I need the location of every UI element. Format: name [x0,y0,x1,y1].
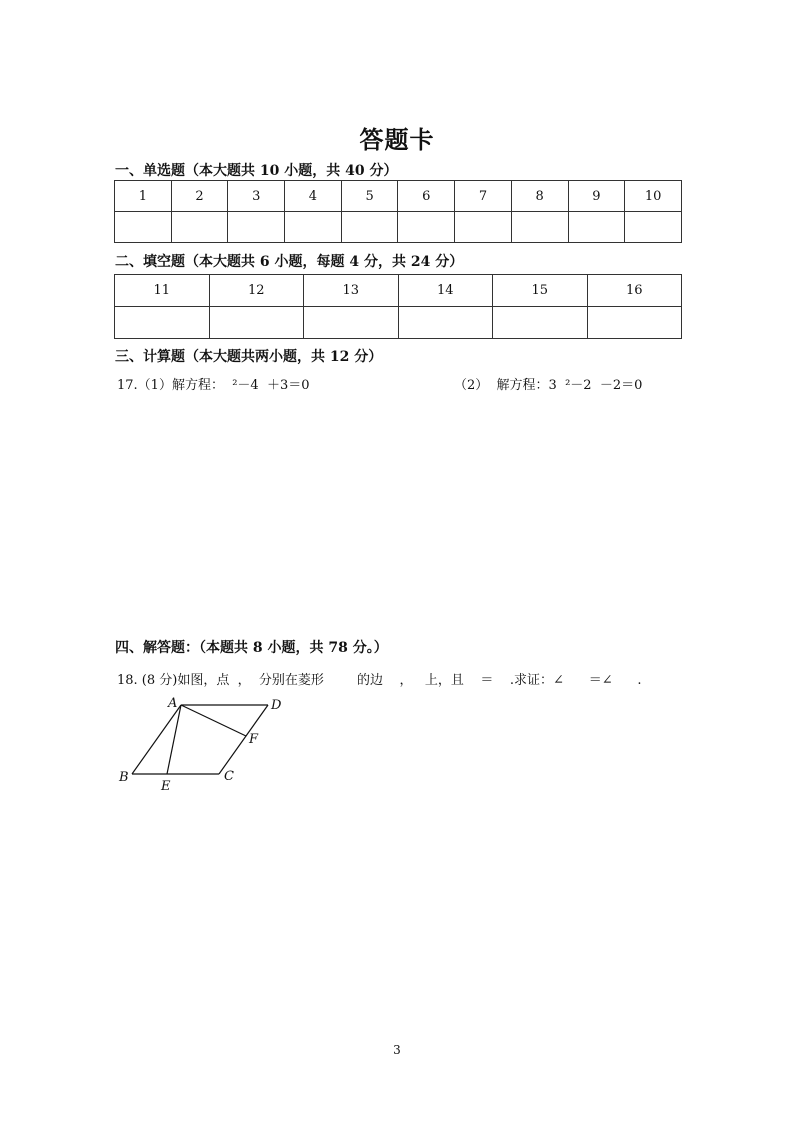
answer-cell[interactable] [398,307,493,339]
choice-answer-table [114,180,682,243]
question-number: 12 [209,275,304,307]
question-number: 2 [171,181,228,212]
answer-cell[interactable] [455,212,512,243]
answer-cell[interactable] [304,307,399,339]
table-row-answers [115,212,682,243]
segment-af [181,705,246,736]
question-number: 15 [493,275,588,307]
question-number: 16 [587,275,682,307]
fill-blank-answer-table [114,274,682,339]
vertex-label-b: B [119,770,129,785]
question-18: 18. (8 分)如图，点 ， 分别在菱形 的边 ， 上，且 ＝ .求证：∠ ＝∠ . [117,673,642,688]
answer-cell[interactable] [209,307,304,339]
answer-cell[interactable] [493,307,588,339]
table-row-numbers [115,275,682,307]
answer-sheet-title: 答题卡 [359,125,435,154]
page-number: 3 [393,1043,401,1057]
question-number: 9 [568,181,625,212]
vertex-label-d: D [271,698,282,713]
answer-cell[interactable] [115,212,172,243]
table-row-answers [115,307,682,339]
point-label-f: F [249,732,259,747]
question-number: 4 [285,181,342,212]
answer-cell[interactable] [587,307,682,339]
edge-dc [219,705,268,774]
question-number: 10 [625,181,682,212]
question-number: 11 [115,275,210,307]
question-number: 14 [398,275,493,307]
answer-cell[interactable] [511,212,568,243]
answer-cell[interactable] [341,212,398,243]
answer-cell[interactable] [285,212,342,243]
answer-cell[interactable] [228,212,285,243]
answer-cell[interactable] [398,212,455,243]
section3-heading: 三、计算题（本大题共两小题，共 12 分） [115,349,383,365]
question-number: 13 [304,275,399,307]
question-number: 8 [511,181,568,212]
question-number: 1 [115,181,172,212]
vertex-label-a: A [168,696,178,711]
vertex-label-c: C [224,769,234,784]
question-number: 7 [455,181,512,212]
question-number: 6 [398,181,455,212]
answer-cell[interactable] [115,307,210,339]
table-row-numbers [115,181,682,212]
point-label-e: E [161,779,171,794]
rhombus-edges [132,705,268,774]
section4-heading: 四、解答题：（本题共 8 小题，共 78 分。） [115,640,388,656]
question-17-part1: 17.（1）解方程： ²－4 ＋3＝0 [117,378,310,393]
question-number: 5 [341,181,398,212]
answer-cell[interactable] [568,212,625,243]
answer-cell[interactable] [625,212,682,243]
answer-cell[interactable] [171,212,228,243]
rhombus-figure [112,692,292,796]
question-17-part2: （2） 解方程：3 ²－2 －2＝0 [454,378,643,393]
section2-heading: 二、填空题（本大题共 6 小题，每题 4 分，共 24 分） [115,254,464,270]
question-number: 3 [228,181,285,212]
section1-heading: 一、单选题（本大题共 10 小题，共 40 分） [115,163,398,179]
